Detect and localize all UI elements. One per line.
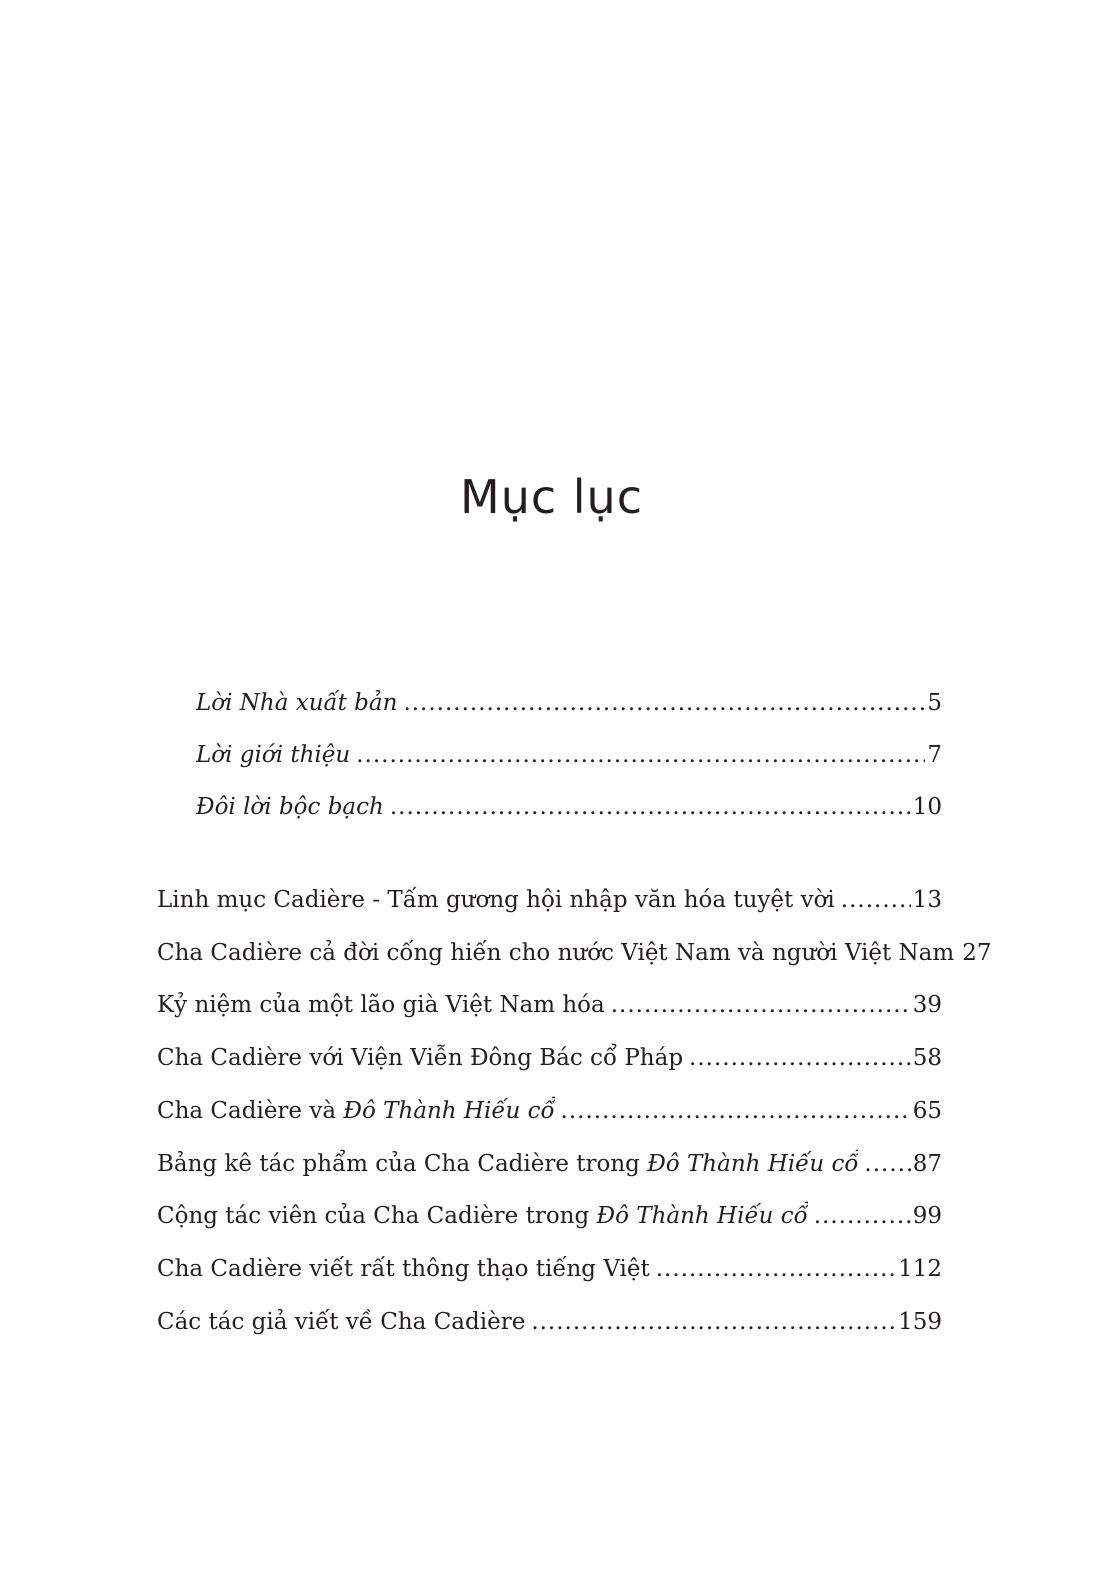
toc-entry-page: 39 xyxy=(912,992,942,1018)
dot-leader xyxy=(656,1251,896,1287)
toc-entry-page: 65 xyxy=(912,1098,942,1124)
toc-entry-title: Bảng kê tác phẩm của Cha Cadière trong Đô Thành Hiếu cổ xyxy=(157,1151,859,1177)
toc-entry-page: 13 xyxy=(912,887,942,913)
toc-entry-chapter-2[interactable] xyxy=(157,935,992,971)
toc-entry-title: Kỷ niệm của một lão già Việt Nam hóa xyxy=(157,992,605,1018)
toc-entry-page: 27 xyxy=(962,940,992,966)
toc-entry-chapter-9[interactable] xyxy=(157,1304,942,1340)
toc-entry-title: Cha Cadière với Viện Viễn Đông Bác cổ Pháp xyxy=(157,1045,684,1071)
dot-leader xyxy=(531,1304,896,1340)
toc-entry-page: 159 xyxy=(898,1309,942,1335)
toc-entry-chapter-6[interactable] xyxy=(157,1146,942,1182)
dot-leader xyxy=(390,789,911,825)
dot-leader xyxy=(814,1198,911,1234)
toc-entry-chapter-7[interactable] xyxy=(157,1198,942,1234)
toc-entry-title: Linh mục Cadière - Tấm gương hội nhập văn hóa tuyệt vời xyxy=(157,887,835,913)
toc-entry-title: Cha Cadière viết rất thông thạo tiếng Việt xyxy=(157,1256,650,1282)
dot-leader xyxy=(561,1093,911,1129)
toc-entry-title: Cộng tác viên của Cha Cadière trong Đô Thành Hiếu cổ xyxy=(157,1203,808,1229)
toc-entry-title: Các tác giả viết về Cha Cadière xyxy=(157,1309,526,1335)
toc-entry-page: 58 xyxy=(912,1045,942,1071)
toc-entry-chapter-5[interactable] xyxy=(157,1093,942,1129)
toc-entry-chapter-4[interactable] xyxy=(157,1040,942,1076)
dot-leader xyxy=(864,1146,910,1182)
toc-entry-page: 10 xyxy=(912,794,942,820)
toc-entry-page: 5 xyxy=(927,690,942,716)
toc-entry-front-3[interactable] xyxy=(196,789,942,825)
dot-leader xyxy=(356,737,925,773)
toc-entry-title: Cha Cadière và Đô Thành Hiếu cổ xyxy=(157,1098,555,1124)
toc-entry-front-2[interactable] xyxy=(196,737,942,773)
toc-entry-page: 7 xyxy=(927,742,942,768)
toc-entry-title: Lời Nhà xuất bản xyxy=(196,690,398,716)
toc-entry-chapter-3[interactable] xyxy=(157,987,942,1023)
toc-entry-title: Cha Cadière cả đời cống hiến cho nước Việt Nam và người Việt Nam xyxy=(157,940,955,966)
dot-leader xyxy=(689,1040,911,1076)
page-title: Mục lục xyxy=(460,470,643,524)
toc-entry-chapter-8[interactable] xyxy=(157,1251,942,1287)
toc-entry-page: 87 xyxy=(912,1151,942,1177)
dot-leader xyxy=(611,987,911,1023)
toc-entry-chapter-1[interactable] xyxy=(157,882,942,918)
toc-entry-front-1[interactable] xyxy=(196,685,942,721)
toc-entry-title: Đôi lời bộc bạch xyxy=(196,794,384,820)
dot-leader xyxy=(841,882,911,918)
toc-entry-title: Lời giới thiệu xyxy=(196,742,351,768)
toc-entry-page: 112 xyxy=(898,1256,942,1282)
dot-leader xyxy=(403,685,925,721)
toc-entry-page: 99 xyxy=(912,1203,942,1229)
